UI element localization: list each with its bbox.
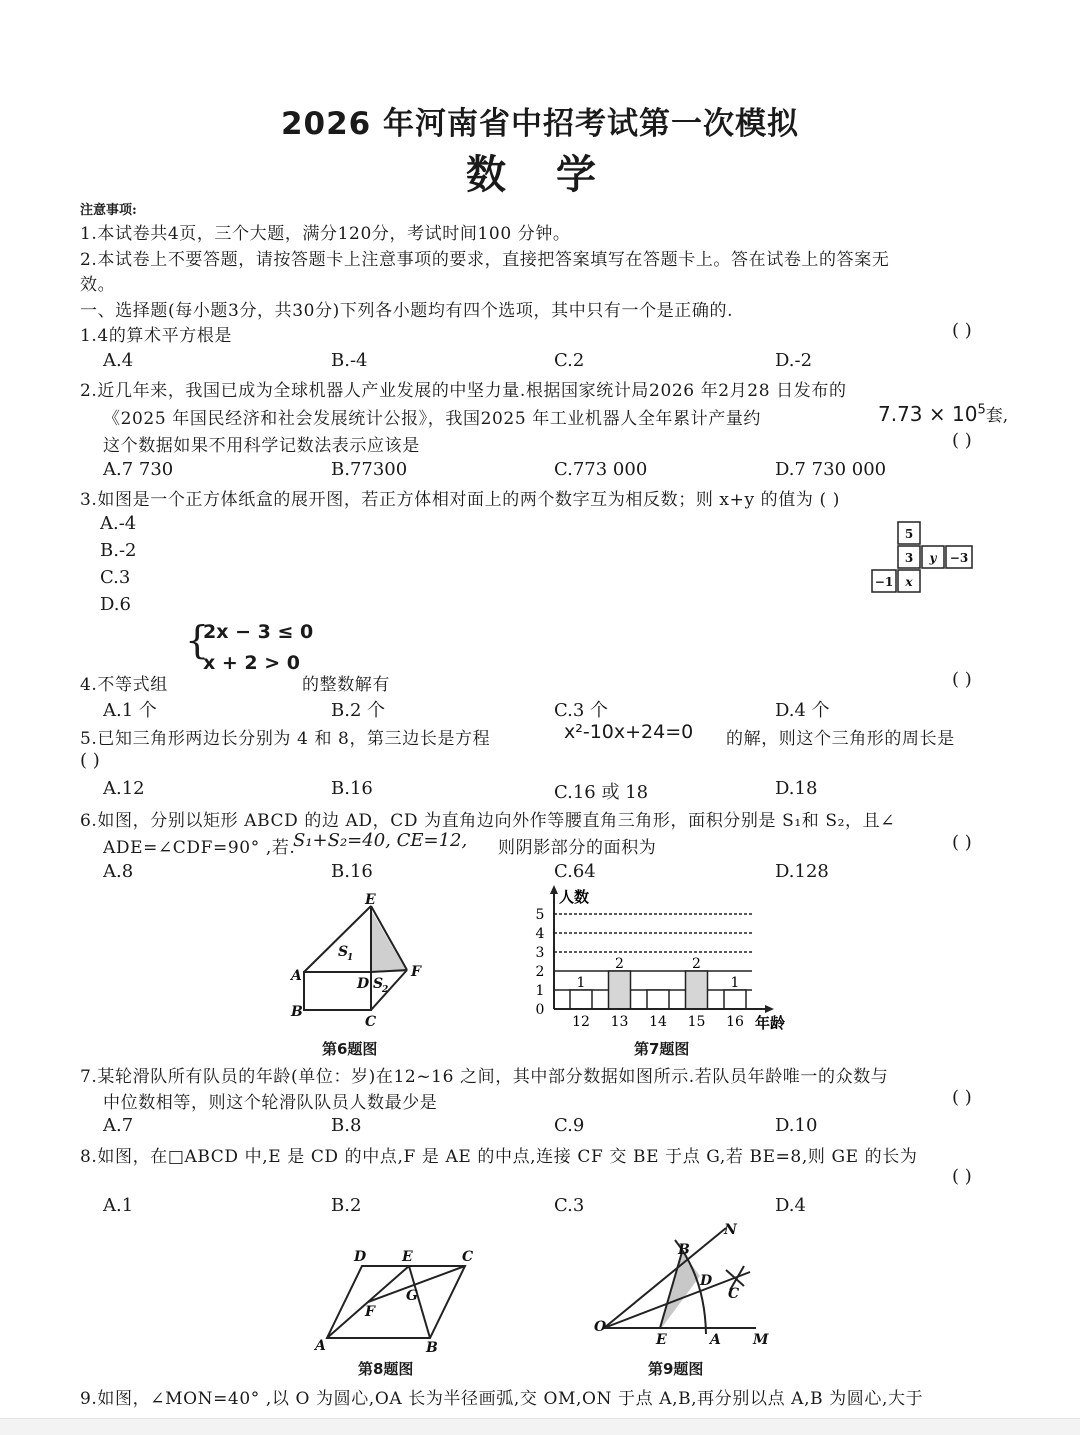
- fig6-label-a: A: [291, 968, 302, 984]
- chart-data-label-13: 2: [615, 956, 624, 972]
- fig6-line-ae: [304, 906, 371, 972]
- chart-y-axis-arrow: [550, 885, 558, 894]
- fig9-label-b: B: [678, 1242, 690, 1258]
- fig6-label-s2: S: [373, 976, 384, 992]
- net-label-y: y: [929, 551, 937, 565]
- fig6-label-s1-sub: 1: [347, 953, 354, 963]
- q6-option-a: A.8: [103, 861, 134, 882]
- chart-data-label-15: 2: [692, 956, 701, 972]
- q6-option-b: B.16: [331, 861, 373, 882]
- section-1-heading: 一、选择题(每小题3分，共30分)下列各小题均有四个选项，其中只有一个是正确的.: [80, 301, 734, 321]
- fig6-label-c: C: [365, 1014, 377, 1030]
- q8-option-b: B.2: [331, 1195, 362, 1216]
- chart-x-tick-13: 13: [610, 1014, 629, 1030]
- q4-suffix: 的整数解有: [302, 675, 390, 695]
- fig9-label-m: M: [753, 1332, 769, 1348]
- q4-inequality-1: 2x − 3 ≤ 0: [203, 621, 314, 643]
- chart-y-tick-4: 4: [535, 926, 545, 942]
- chart-bar-15: [686, 971, 708, 1009]
- q6-line-2b: 则阴影部分的面积为: [498, 838, 657, 858]
- q4-option-a: A.1 个: [103, 700, 157, 721]
- q7-line-1: 7.某轮滑队所有队员的年龄(单位：岁)在12~16 之间，其中部分数据如图所示.若队员年龄唯一的众数与: [80, 1067, 889, 1087]
- figure-7-bar-chart: [530, 882, 795, 1034]
- q2-line-1: 2.近几年来，我国已成为全球机器人产业发展的中坚力量.根据国家统计局2026 年2月28 日发布的: [80, 381, 847, 401]
- q5-option-c: C.16 或 18: [554, 782, 649, 803]
- q6-line-1: 6.如图，分别以矩形 ABCD 的边 AD，CD 为直角边向外作等腰直角三角形，面积分别是 S₁和 S₂，且∠: [80, 811, 896, 831]
- fig8-label-a: A: [315, 1338, 326, 1354]
- q5-option-b: B.16: [331, 778, 373, 799]
- chart-y-tick-3: 3: [535, 945, 545, 961]
- chart-x-axis-arrow: [765, 1005, 774, 1013]
- q6-equation: S₁+S₂=40, CE=12,: [293, 830, 468, 851]
- q7-option-a: A.7: [103, 1115, 134, 1136]
- figure-9-caption: 第9题图: [648, 1360, 704, 1378]
- q2-unit: 套,: [985, 406, 1009, 426]
- net-label-5: 5: [904, 527, 914, 541]
- fig6-label-b: B: [291, 1004, 303, 1020]
- q2-option-a: A.7 730: [103, 459, 174, 480]
- q1-answer-paren: ( ): [952, 320, 972, 341]
- cube-net-diagram: [868, 520, 978, 595]
- chart-y-tick-0: 0: [535, 1002, 545, 1018]
- chart-x-tick-16: 16: [726, 1014, 744, 1030]
- chart-y-tick-2: 2: [535, 964, 545, 980]
- q9-stem: 9.如图，∠MON=40° ,以 O 为圆心,OA 长为半径画弧,交 OM,ON 于点 A,B,再分别以点 A,B 为圆心,大于: [80, 1389, 924, 1409]
- fig6-label-s2-sub: 2: [382, 985, 389, 995]
- notice-heading: 注意事项:: [80, 203, 137, 218]
- q2-sci-exponent: 5: [977, 402, 986, 418]
- q1-option-d: D.-2: [775, 350, 813, 371]
- q4-inequality-2: x + 2 > 0: [203, 652, 300, 674]
- q5-option-d: D.18: [775, 778, 818, 799]
- chart-x-tick-15: 15: [687, 1014, 706, 1030]
- q6-line-2a: ADE=∠CDF=90° ,若.: [103, 838, 296, 858]
- exam-title: 2026 年河南省中招考试第一次模拟: [280, 106, 800, 142]
- net-label-x: x: [905, 575, 913, 589]
- fig6-label-e: E: [365, 892, 376, 908]
- q7-option-d: D.10: [775, 1115, 818, 1136]
- q3-option-a: A.-4: [100, 513, 137, 534]
- fig6-label-s1: S: [338, 944, 349, 960]
- q6-answer-paren: ( ): [952, 832, 972, 853]
- q4-prefix: 4.不等式组: [80, 675, 168, 695]
- q2-sci-notation: [878, 401, 1008, 426]
- q4-option-c: C.3 个: [554, 700, 609, 721]
- fig6-label-f: F: [411, 964, 421, 980]
- fig9-shaded-region: [660, 1252, 700, 1330]
- subject-title: 数 学: [466, 152, 614, 198]
- q2-line-3: 这个数据如果不用科学记数法表示应该是: [103, 436, 420, 456]
- fig9-label-n: N: [724, 1222, 737, 1238]
- q6-option-c: C.64: [554, 861, 596, 882]
- q5-option-a: A.12: [103, 778, 145, 799]
- q5-line-1a: 5.已知三角形两边长分别为 4 和 8，第三边长是方程: [80, 729, 491, 749]
- q7-option-c: C.9: [554, 1115, 585, 1136]
- q2-sci-mantissa: 7.73 × 10: [878, 402, 978, 426]
- q7-answer-paren: ( ): [952, 1087, 972, 1108]
- notice-line-3: 效。: [80, 275, 116, 295]
- fig8-label-d: D: [354, 1249, 367, 1265]
- q3-option-c: C.3: [100, 567, 131, 588]
- fig9-label-o: O: [594, 1319, 607, 1335]
- q5-answer-paren: ( ): [80, 750, 100, 771]
- fig8-label-f: F: [365, 1304, 375, 1320]
- q8-stem: 8.如图，在□ABCD 中,E 是 CD 的中点,F 是 AE 的中点,连接 CF 交 BE 于点 G,若 BE=8,则 GE 的长为: [80, 1147, 918, 1167]
- q2-answer-paren: ( ): [952, 430, 972, 451]
- q5-line-1b: 的解，则这个三角形的周长是: [726, 729, 955, 749]
- figure-8-parallelogram: [310, 1242, 480, 1354]
- q3-stem: 3.如图是一个正方体纸盒的展开图，若正方体相对面上的两个数字互为相反数；则 x+y 的值为 ( ): [80, 490, 840, 510]
- chart-bar-13: [609, 971, 631, 1009]
- fig8-label-c: C: [462, 1249, 474, 1265]
- q2-option-d: D.7 730 000: [775, 459, 887, 480]
- figure-7-caption: 第7题图: [634, 1040, 690, 1058]
- q8-option-c: C.3: [554, 1195, 585, 1216]
- q4-option-d: D.4 个: [775, 700, 830, 721]
- q6-option-d: D.128: [775, 861, 829, 882]
- q8-option-a: A.1: [103, 1195, 134, 1216]
- q1-option-a: A.4: [103, 350, 134, 371]
- chart-data-label-16: 1: [730, 975, 740, 991]
- notice-line-1: 1.本试卷共4页，三个大题，满分120分，考试时间100 分钟。: [80, 224, 571, 244]
- chart-x-tick-14: 14: [649, 1014, 667, 1030]
- chart-x-label: 年龄: [755, 1014, 786, 1032]
- fig6-shaded-triangle: [371, 910, 407, 972]
- q2-option-c: C.773 000: [554, 459, 648, 480]
- q3-option-d: D.6: [100, 594, 131, 615]
- chart-bar-16: [724, 990, 746, 1009]
- figure-9-angle-construction: [590, 1218, 780, 1353]
- q1-option-b: B.-4: [331, 350, 368, 371]
- q4-option-b: B.2 个: [331, 700, 386, 721]
- chart-x-tick-12: 12: [572, 1014, 590, 1030]
- page-bottom-edge: [0, 1418, 1080, 1435]
- fig8-label-g: G: [406, 1288, 418, 1304]
- q1-stem: 1.4的算术平方根是: [80, 326, 233, 346]
- fig9-label-e: E: [656, 1332, 667, 1348]
- net-label-3: 3: [904, 551, 914, 565]
- q1-option-c: C.2: [554, 350, 585, 371]
- notice-line-2: 2.本试卷上不要答题，请按答题卡上注意事项的要求，直接把答案填写在答题卡上。答在试卷上的答案无: [80, 250, 890, 270]
- figure-6-geometry: [285, 890, 430, 1030]
- chart-data-label-12: 1: [576, 975, 586, 991]
- fig9-label-c: C: [728, 1286, 740, 1302]
- fig8-label-b: B: [426, 1340, 438, 1354]
- q2-line-2: 《2025 年国民经济和社会发展统计公报》，我国2025 年工业机器人全年累计产量约: [103, 409, 762, 429]
- chart-y-label: 人数: [559, 888, 590, 906]
- q8-answer-paren: ( ): [952, 1166, 972, 1187]
- fig9-label-a: A: [710, 1332, 721, 1348]
- q5-equation: x²-10x+24=0: [564, 721, 694, 743]
- net-label-neg1: −1: [874, 575, 894, 589]
- q4-answer-paren: ( ): [952, 669, 972, 690]
- fig8-label-e: E: [402, 1249, 413, 1265]
- chart-y-tick-1: 1: [535, 983, 545, 999]
- q7-option-b: B.8: [331, 1115, 362, 1136]
- q7-line-2: 中位数相等，则这个轮滑队队员人数最少是: [103, 1093, 438, 1113]
- figure-6-caption: 第6题图: [322, 1040, 378, 1058]
- net-label-neg3: −3: [949, 551, 969, 565]
- fig9-label-d: D: [700, 1273, 713, 1289]
- chart-bar-14: [647, 990, 669, 1009]
- figure-8-caption: 第8题图: [358, 1360, 414, 1378]
- fig6-label-d: D: [357, 976, 370, 992]
- q8-option-d: D.4: [775, 1195, 806, 1216]
- chart-bar-12: [570, 990, 592, 1009]
- q4-brace: {: [185, 618, 210, 662]
- q3-option-b: B.-2: [100, 540, 137, 561]
- chart-y-tick-5: 5: [535, 907, 545, 923]
- q2-option-b: B.77300: [331, 459, 408, 480]
